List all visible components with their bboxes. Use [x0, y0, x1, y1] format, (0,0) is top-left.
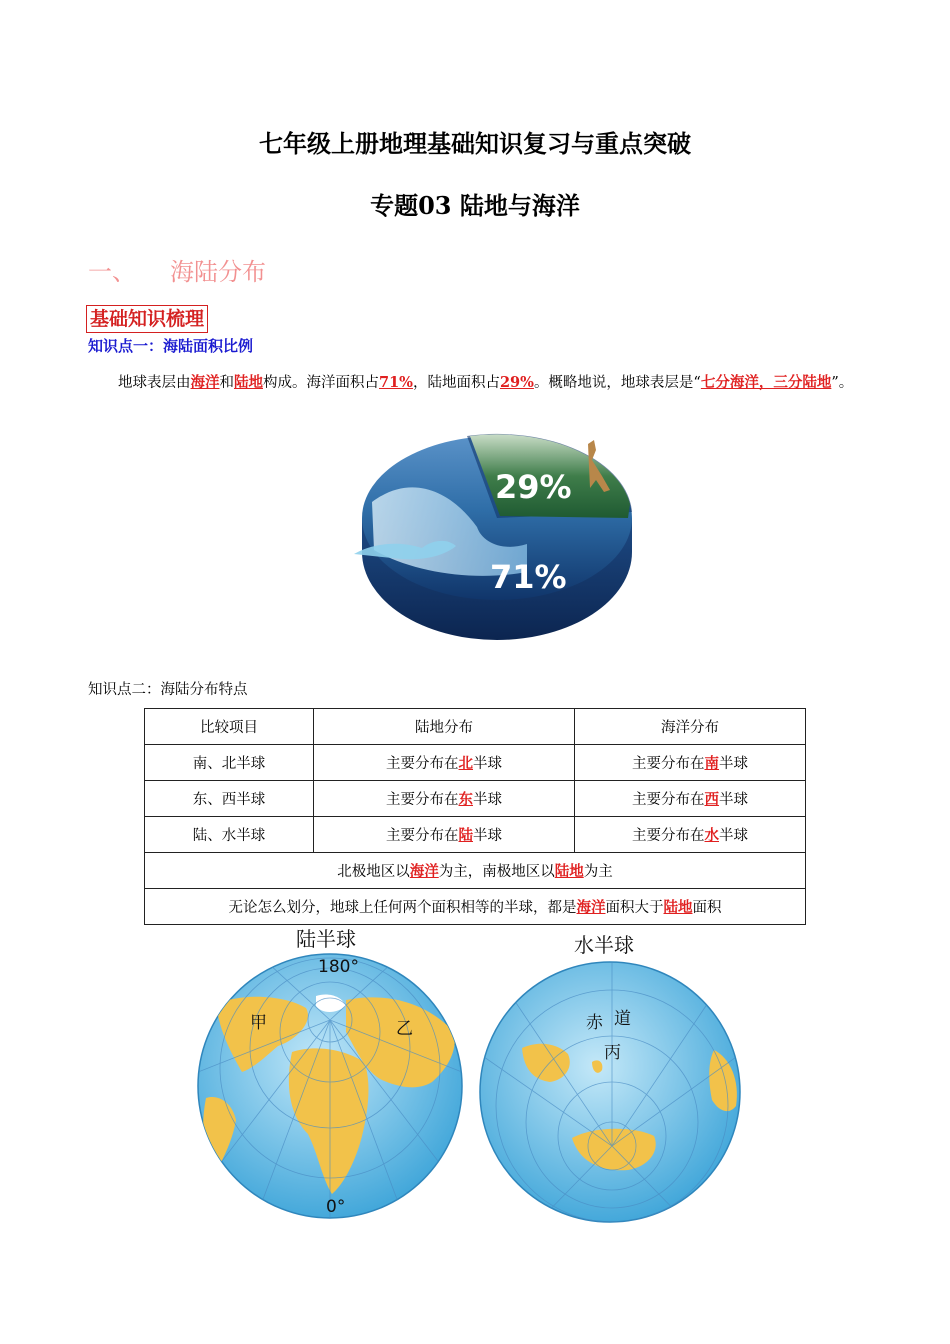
cell-text: 主要分布在 — [386, 828, 459, 844]
table-cell: 南、北半球 — [145, 745, 314, 781]
section-title: 海陆分布 — [170, 258, 266, 286]
knowledge-point-1-paragraph — [88, 364, 888, 402]
cell-text: 北极地区以 — [337, 864, 410, 880]
table-header-row — [145, 709, 806, 745]
distribution-table — [144, 708, 806, 925]
cell-text: 为主，南极地区以 — [438, 864, 555, 880]
land-globe-label-0: 0° — [326, 1197, 346, 1217]
cell-key: 东 — [458, 791, 473, 808]
water-globe-label-dao: 道 — [614, 1009, 631, 1029]
cell-text: 半球 — [473, 792, 502, 808]
para-key-ocean: 海洋 — [190, 374, 220, 391]
cell-text: 主要分布在 — [632, 828, 705, 844]
table-row — [145, 781, 806, 817]
knowledge-point-1-title: 知识点一：海陆面积比例 — [88, 337, 254, 355]
pie-ocean-label: 71% — [490, 558, 567, 596]
para-text: 构成。海洋面积占 — [263, 375, 379, 391]
land-globe-label-jia: 甲 — [250, 1013, 267, 1033]
knowledge-point-2-title: 知识点二：海陆分布特点 — [88, 682, 248, 698]
land-globe-label-yi: 乙 — [396, 1019, 413, 1039]
land-hemisphere-title: 陆半球 — [296, 927, 356, 951]
cell-text: 主要分布在 — [632, 756, 705, 772]
water-globe-label-bing: 丙 — [604, 1043, 621, 1063]
table-cell — [314, 781, 575, 817]
table-cell — [575, 745, 806, 781]
cell-key: 海洋 — [409, 863, 439, 880]
pie-land-label: 29% — [495, 468, 572, 506]
water-hemisphere-title: 水半球 — [574, 933, 634, 957]
topic-subtitle: 专题03 陆地与海洋 — [370, 191, 580, 220]
cell-text: 半球 — [719, 756, 748, 772]
cell-text: 半球 — [473, 756, 502, 772]
cell-text: 半球 — [473, 828, 502, 844]
water-globe-label-chi: 赤 — [586, 1013, 603, 1033]
cell-text: 半球 — [719, 828, 748, 844]
water-hemisphere-globe — [474, 930, 746, 1226]
cell-key: 西 — [704, 791, 719, 808]
cell-text: 主要分布在 — [632, 792, 705, 808]
cell-text: 半球 — [719, 792, 748, 808]
cell-text: 主要分布在 — [386, 792, 459, 808]
cell-key: 陆地 — [663, 899, 693, 916]
table-row — [145, 745, 806, 781]
table-row — [145, 817, 806, 853]
table-cell: 陆、水半球 — [145, 817, 314, 853]
cell-key: 陆地 — [554, 863, 584, 880]
cell-text: 主要分布在 — [386, 756, 459, 772]
table-cell — [314, 817, 575, 853]
cell-key: 南 — [704, 755, 719, 772]
cell-key: 水 — [704, 827, 719, 844]
para-key-ocean-pct: 71% — [379, 374, 413, 391]
land-ocean-pie-illustration — [352, 432, 642, 644]
cell-text: 为主 — [583, 864, 613, 880]
table-header: 海洋分布 — [575, 709, 806, 745]
para-text: 和 — [219, 375, 234, 391]
table-cell-merged — [145, 889, 806, 925]
para-key-land-pct: 29% — [499, 374, 534, 391]
land-globe-label-180: 180° — [318, 957, 359, 977]
table-header: 比较项目 — [145, 709, 314, 745]
para-key-phrase: 七分海洋，三分陆地 — [700, 374, 832, 391]
page-title: 七年级上册地理基础知识复习与重点突破 — [259, 129, 691, 158]
section-number: 一、 — [88, 258, 136, 286]
cell-text: 面积 — [692, 900, 722, 916]
basics-box: 基础知识梳理 — [86, 305, 208, 333]
cell-key: 北 — [458, 755, 473, 772]
globe-ocean — [480, 962, 740, 1222]
table-cell — [314, 745, 575, 781]
table-row — [145, 853, 806, 889]
table-cell — [575, 781, 806, 817]
table-cell — [575, 817, 806, 853]
para-text: 。概略地说，地球表层是“ — [533, 375, 701, 391]
cell-text: 无论怎么划分，地球上任何两个面积相等的半球，都是 — [228, 900, 577, 916]
para-text: ”。 — [831, 375, 854, 391]
table-cell-merged — [145, 853, 806, 889]
cell-key: 海洋 — [576, 899, 606, 916]
table-row — [145, 889, 806, 925]
land-hemisphere-globe — [196, 922, 468, 1222]
table-header: 陆地分布 — [314, 709, 575, 745]
section-heading — [88, 252, 266, 287]
cell-key: 陆 — [458, 827, 473, 844]
para-text: 地球表层由 — [118, 375, 191, 391]
para-key-land: 陆地 — [234, 374, 263, 391]
para-text: ，陆地面积占 — [412, 375, 500, 391]
cell-text: 面积大于 — [605, 900, 664, 916]
table-cell: 东、西半球 — [145, 781, 314, 817]
